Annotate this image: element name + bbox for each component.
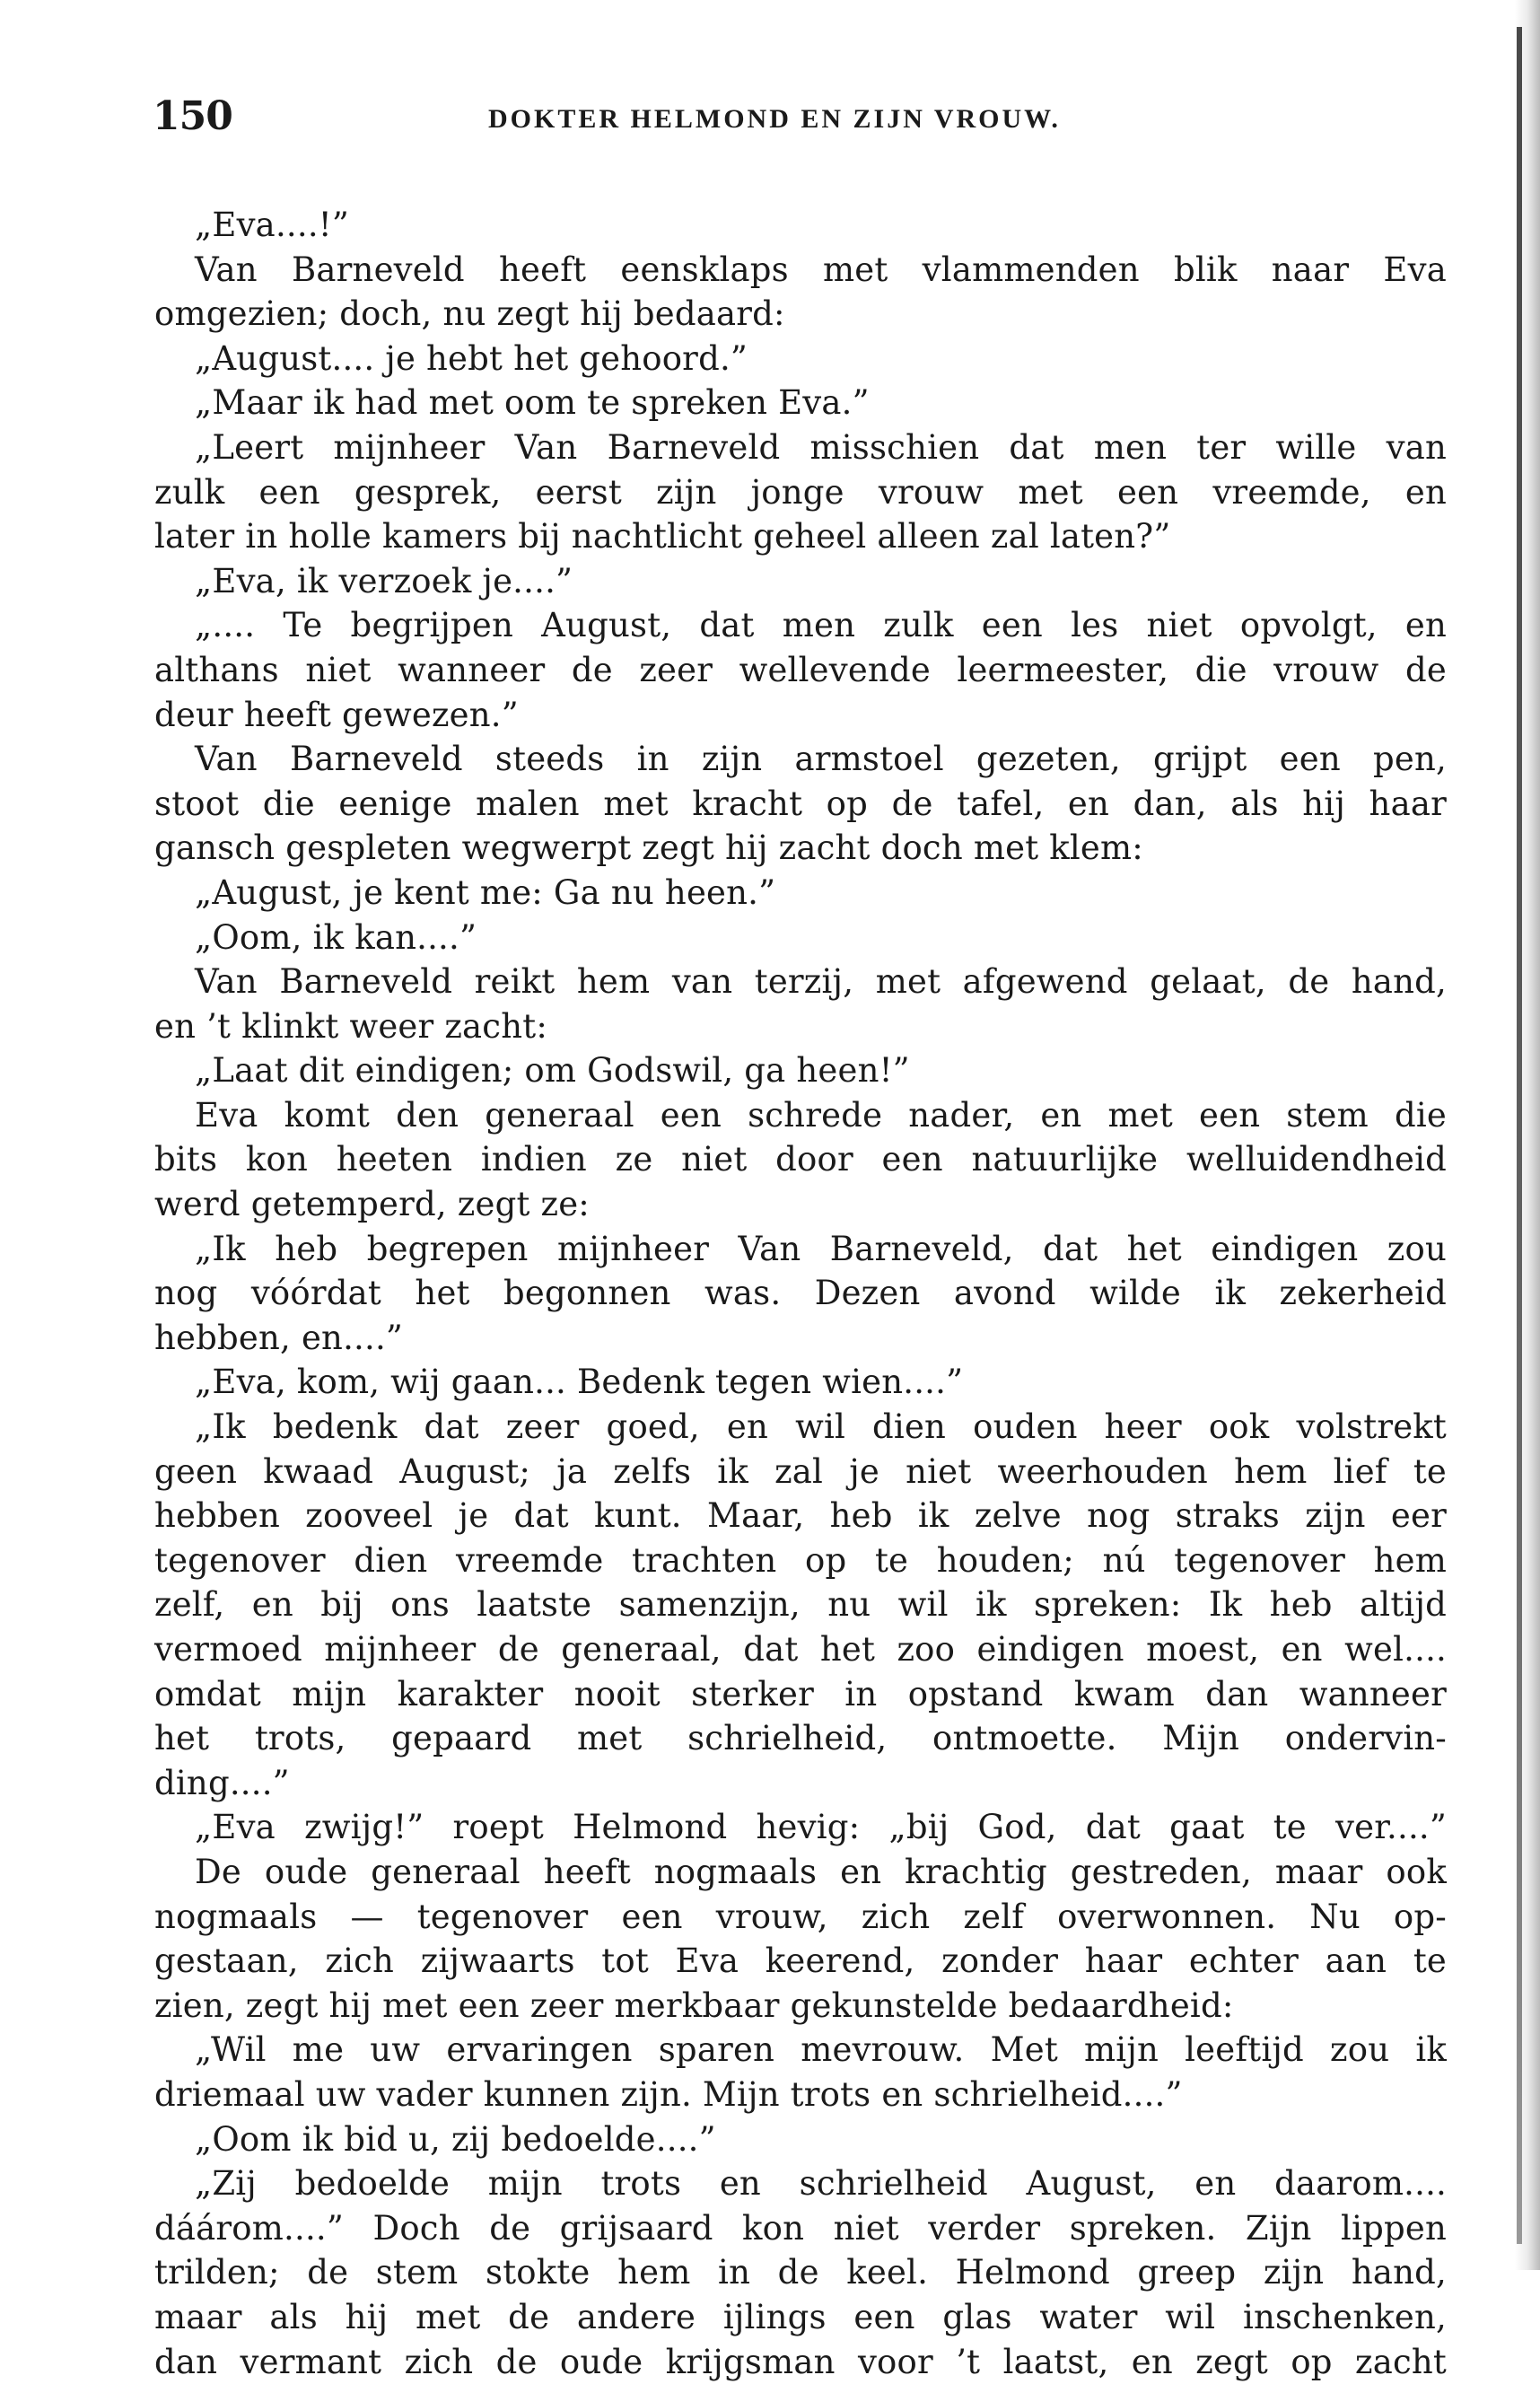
- text-line: tegenover dien vreemde trachten op te houden; nú tegenover hem: [154, 1538, 1447, 1583]
- text-line: „Oom ik bid u, zij bedoelde....”: [154, 2117, 1447, 2162]
- text-line: „Wil me uw ervaringen sparen mevrouw. Met mijn leeftijd zou ik: [154, 2028, 1447, 2073]
- text-line: „Eva....!”: [154, 203, 1447, 248]
- page-header: [153, 93, 1445, 147]
- text-line: omdat mijn karakter nooit sterker in opstand kwam dan wanneer: [154, 1672, 1447, 1717]
- text-line: „Eva zwijg!” roept Helmond hevig: „bij God, dat gaat te ver....”: [154, 1805, 1447, 1850]
- text-line: geen kwaad August; ja zelfs ik zal je niet weerhouden hem lief te: [154, 1450, 1447, 1494]
- text-line: zien, zegt hij met een zeer merkbaar gekunstelde bedaardheid:: [154, 1984, 1447, 2029]
- text-line: nogmaals — tegenover een vrouw, zich zelf overwonnen. Nu op-: [154, 1895, 1447, 1940]
- text-line: stoot die eenige malen met kracht op de tafel, en dan, als hij haar: [154, 782, 1447, 827]
- running-title: DOKTER HELMOND EN ZIJN VROUW.: [488, 104, 1061, 135]
- text-line: het trots, gepaard met schrielheid, ontmoette. Mijn ondervin-: [154, 1716, 1447, 1761]
- text-line: zelf, en bij ons laatste samenzijn, nu wil ik spreken: Ik heb altijd: [154, 1582, 1447, 1627]
- binding-edge: [1517, 27, 1522, 2244]
- text-line: „Ik bedenk dat zeer goed, en wil dien ouden heer ook volstrekt: [154, 1405, 1447, 1450]
- text-line: hebben zooveel je dat kunt. Maar, heb ik zelve nog straks zijn eer: [154, 1494, 1447, 1538]
- text-line: ding....”: [154, 1761, 1447, 1806]
- text-line: „Eva, kom, wij gaan... Bedenk tegen wien....”: [154, 1360, 1447, 1405]
- text-line: omgezien; doch, nu zegt hij bedaard:: [154, 292, 1447, 337]
- page-number: 150: [153, 93, 232, 139]
- text-line: „Leert mijnheer Van Barneveld misschien dat men ter wille van: [154, 425, 1447, 470]
- text-line: „Zij bedoelde mijn trots en schrielheid August, en daarom....: [154, 2161, 1447, 2206]
- text-line: werd getemperd, zegt ze:: [154, 1182, 1447, 1227]
- text-line: Van Barneveld heeft eensklaps met vlammenden blik naar Eva: [154, 248, 1447, 293]
- text-line: maar als hij met de andere ijlings een glas water wil inschenken,: [154, 2295, 1447, 2340]
- text-line: zulk een gesprek, eerst zijn jonge vrouw met een vreemde, en: [154, 470, 1447, 515]
- text-line: althans niet wanneer de zeer wellevende leermeester, die vrouw de: [154, 648, 1447, 693]
- text-line: „Laat dit eindigen; om Godswil, ga heen!”: [154, 1048, 1447, 1093]
- text-line: „Oom, ik kan....”: [154, 916, 1447, 960]
- text-line: Van Barneveld reikt hem van terzij, met afgewend gelaat, de hand,: [154, 960, 1447, 1004]
- text-line: bits kon heeten indien ze niet door een natuurlijke welluidendheid: [154, 1137, 1447, 1182]
- text-line: dáárom....” Doch de grijsaard kon niet verder spreken. Zijn lippen: [154, 2206, 1447, 2251]
- text-line: vermoed mijnheer de generaal, dat het zoo eindigen moest, en wel....: [154, 1627, 1447, 1672]
- text-line: Eva komt den generaal een schrede nader, en met een stem die: [154, 1093, 1447, 1138]
- text-line: trilden; de stem stokte hem in de keel. Helmond greep zijn hand,: [154, 2250, 1447, 2295]
- text-line: deur heeft gewezen.”: [154, 693, 1447, 738]
- text-line: driemaal uw vader kunnen zijn. Mijn trots en schrielheid....”: [154, 2073, 1447, 2117]
- text-line: „Eva, ik verzoek je....”: [154, 559, 1447, 604]
- text-line: „August.... je hebt het gehoord.”: [154, 337, 1447, 381]
- text-line: Van Barneveld steeds in zijn armstoel gezeten, grijpt een pen,: [154, 737, 1447, 782]
- text-line: en ’t klinkt weer zacht:: [154, 1004, 1447, 1049]
- text-line: dan vermant zich de oude krijgsman voor ’t laatst, en zegt op zacht: [154, 2340, 1447, 2384]
- text-line: „.... Te begrijpen August, dat men zulk een les niet opvolgt, en: [154, 603, 1447, 648]
- text-line: gansch gespleten wegwerpt zegt hij zacht doch met klem:: [154, 826, 1447, 871]
- text-line: „Maar ik had met oom te spreken Eva.”: [154, 381, 1447, 425]
- text-line: nog vóórdat het begonnen was. Dezen avond wilde ik zekerheid: [154, 1271, 1447, 1316]
- text-line: hebben, en....”: [154, 1316, 1447, 1361]
- text-line: De oude generaal heeft nogmaals en krachtig gestreden, maar ook: [154, 1850, 1447, 1895]
- text-line: „August, je kent me: Ga nu heen.”: [154, 871, 1447, 916]
- text-line: „Ik heb begrepen mijnheer Van Barneveld, dat het eindigen zou: [154, 1227, 1447, 1272]
- text-line: later in holle kamers bij nachtlicht geheel alleen zal laten?”: [154, 514, 1447, 559]
- text-line: gestaan, zich zijwaarts tot Eva keerend, zonder haar echter aan te: [154, 1939, 1447, 1984]
- body-text: [154, 203, 1447, 2384]
